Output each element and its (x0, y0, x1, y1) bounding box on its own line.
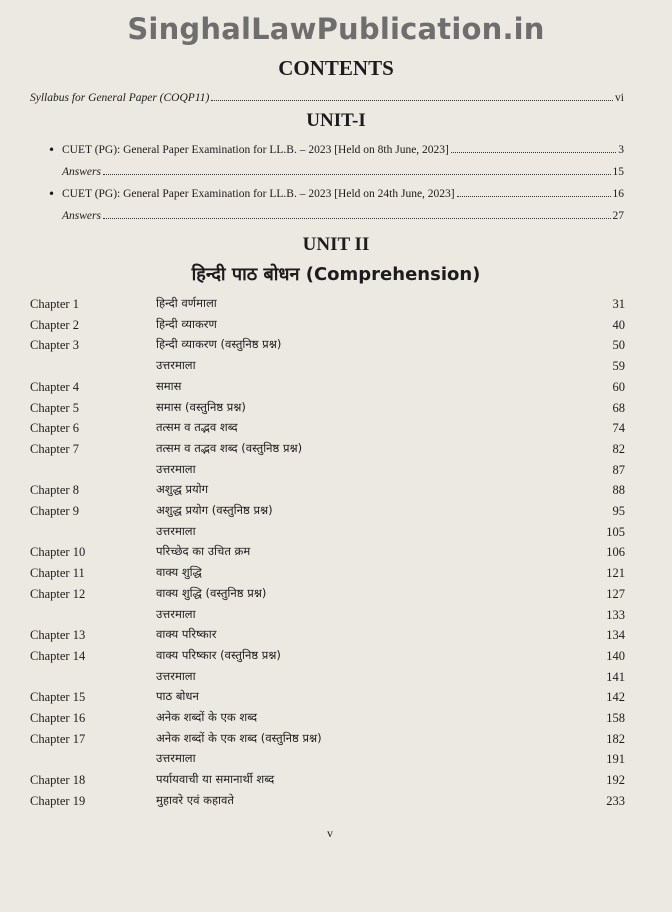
chapter-number: Chapter 1 (30, 297, 79, 311)
watermark-text: SinghalLawPublication.in (127, 12, 545, 46)
syllabus-entry[interactable] (30, 92, 624, 104)
bullet-icon: • (48, 187, 56, 201)
answers-page: 27 (612, 210, 624, 222)
chapter-number: Chapter 16 (30, 711, 86, 725)
chapter-row[interactable] (30, 421, 625, 441)
chapter-row[interactable] (30, 338, 625, 358)
chapter-title: वाक्य परिष्कार (156, 627, 217, 642)
unit1-heading: UNIT-I (306, 110, 366, 131)
chapter-page: 192 (606, 773, 625, 788)
answers-row[interactable] (30, 608, 625, 628)
chapter-title: समास (156, 378, 182, 393)
chapter-title: उत्तरमाला (156, 523, 196, 538)
chapter-title: वाक्य शुद्धि (156, 565, 202, 580)
chapter-number: Chapter 11 (30, 566, 85, 581)
chapter-row[interactable] (30, 566, 625, 586)
chapter-title: उत्तरमाला (156, 751, 196, 766)
chapter-row[interactable] (30, 711, 625, 731)
entry-label: CUET (PG): General Paper Examination for LL.B. – 2023 [Held on 8th June, 2023] (62, 144, 449, 156)
chapter-row[interactable] (30, 628, 625, 648)
chapter-page: 140 (606, 648, 625, 663)
unit2-subheading: हिन्दी पाठ बोधन (Comprehension) (191, 264, 481, 285)
answers-row[interactable] (30, 670, 625, 690)
dot-leader (451, 144, 616, 153)
chapter-row[interactable] (30, 587, 625, 607)
chapter-row[interactable] (30, 649, 625, 669)
answers-label: Answers (62, 166, 101, 178)
chapter-number: Chapter 3 (30, 338, 79, 353)
chapter-number: Chapter 12 (30, 586, 86, 601)
chapter-title: अशुद्ध प्रयोग (वस्तुनिष्ठ प्रश्न) (156, 503, 273, 517)
chapter-page: 121 (606, 566, 625, 581)
chapter-number: Chapter 14 (30, 648, 86, 663)
chapter-title: तत्सम व तद्भव शब्द (वस्तुनिष्ठ प्रश्न) (156, 440, 303, 455)
chapter-row[interactable] (30, 297, 625, 317)
chapter-page: 106 (606, 545, 625, 560)
entry-page: 16 (612, 188, 624, 200)
chapter-number: Chapter 13 (30, 628, 86, 643)
chapter-row[interactable] (30, 380, 625, 400)
chapter-page: 127 (606, 586, 625, 601)
chapter-row[interactable] (30, 504, 625, 524)
chapter-page: 105 (606, 524, 625, 539)
chapter-row[interactable] (30, 545, 625, 565)
chapter-row[interactable] (30, 318, 625, 338)
answers-row[interactable] (30, 463, 625, 483)
unit2-heading: UNIT II (302, 234, 370, 255)
chapter-page: 191 (606, 752, 625, 767)
unit1-entry-1[interactable] (62, 144, 624, 156)
chapter-page: 133 (606, 607, 625, 622)
chapter-title: तत्सम व तद्भव शब्द (156, 420, 238, 435)
chapter-title: मुहावरे एवं कहावते (156, 792, 234, 807)
chapter-page: 158 (606, 711, 625, 725)
chapter-page: 141 (606, 669, 625, 684)
chapter-number: Chapter 15 (30, 690, 86, 705)
unit1-entry-2[interactable] (62, 188, 624, 200)
dot-leader (103, 166, 611, 175)
chapter-page: 68 (612, 400, 625, 415)
chapter-number: Chapter 5 (30, 400, 79, 415)
syllabus-page: vi (615, 92, 624, 104)
chapter-page: 82 (612, 441, 625, 456)
chapter-row[interactable] (30, 442, 625, 462)
chapter-row[interactable] (30, 732, 625, 752)
chapter-title: परिच्छेद का उचित क्रम (156, 544, 251, 559)
chapter-number: Chapter 19 (30, 793, 86, 808)
answers-row[interactable] (30, 752, 625, 772)
chapter-title: अनेक शब्दों के एक शब्द (वस्तुनिष्ठ प्रश्न) (156, 730, 322, 745)
entry-label: CUET (PG): General Paper Examination for LL.B. – 2023 [Held on 24th June, 2023] (62, 188, 455, 200)
chapter-row[interactable] (30, 794, 625, 814)
chapter-page: 59 (612, 359, 625, 374)
chapter-title: उत्तरमाला (156, 668, 196, 683)
chapter-page: 50 (612, 338, 625, 353)
bullet-icon: • (48, 143, 56, 157)
chapter-title: उत्तरमाला (156, 606, 196, 621)
answers-page: 15 (612, 166, 624, 178)
chapter-row[interactable] (30, 401, 625, 421)
chapter-title: पर्यायवाची या समानार्थी शब्द (156, 772, 275, 787)
chapter-page: 88 (612, 483, 625, 498)
page-title: CONTENTS (278, 56, 394, 80)
chapter-title: हिन्दी वर्णमाला (156, 296, 217, 310)
chapter-number: Chapter 7 (30, 441, 79, 456)
chapter-page: 182 (606, 731, 625, 746)
chapter-title: उत्तरमाला (156, 461, 196, 476)
chapter-title: पाठ बोधन (156, 689, 199, 704)
chapter-title: समास (वस्तुनिष्ठ प्रश्न) (156, 399, 246, 414)
chapter-page: 40 (612, 317, 625, 332)
chapter-title: वाक्य शुद्धि (वस्तुनिष्ठ प्रश्न) (156, 585, 267, 600)
chapter-row[interactable] (30, 483, 625, 503)
chapter-number: Chapter 9 (30, 504, 79, 518)
chapter-page: 87 (612, 462, 625, 477)
footer-page-number: v (327, 826, 333, 840)
entry-page: 3 (618, 144, 624, 156)
dot-leader (103, 210, 611, 219)
syllabus-label: Syllabus for General Paper (COQP11) (30, 92, 210, 104)
chapter-page: 134 (606, 628, 625, 643)
chapter-number: Chapter 2 (30, 317, 79, 332)
dot-leader (457, 188, 611, 197)
dot-leader (211, 92, 613, 101)
unit1-answers-2[interactable] (62, 210, 624, 222)
unit1-answers-1[interactable] (62, 166, 624, 178)
chapter-title: हिन्दी व्याकरण (वस्तुनिष्ठ प्रश्न) (156, 337, 282, 352)
chapter-number: Chapter 17 (30, 731, 86, 746)
chapter-title: वाक्य परिष्कार (वस्तुनिष्ठ प्रश्न) (156, 647, 281, 662)
chapter-page: 31 (612, 297, 625, 311)
chapter-number: Chapter 10 (30, 545, 86, 560)
answers-row[interactable] (30, 525, 625, 545)
chapter-number: Chapter 8 (30, 483, 79, 498)
answers-row[interactable] (30, 359, 625, 379)
chapter-page: 74 (612, 421, 625, 436)
chapter-page: 233 (606, 793, 625, 808)
chapter-page: 60 (612, 379, 625, 394)
chapter-title: अशुद्ध प्रयोग (156, 482, 209, 497)
chapter-page: 95 (612, 504, 625, 518)
answers-label: Answers (62, 210, 101, 222)
chapter-number: Chapter 4 (30, 379, 79, 394)
chapter-row[interactable] (30, 690, 625, 710)
chapter-title: उत्तरमाला (156, 358, 196, 373)
chapter-row[interactable] (30, 773, 625, 793)
chapter-number: Chapter 18 (30, 773, 86, 788)
chapter-title: अनेक शब्दों के एक शब्द (156, 710, 258, 724)
chapter-page: 142 (606, 690, 625, 705)
chapter-number: Chapter 6 (30, 421, 79, 436)
chapter-title: हिन्दी व्याकरण (156, 316, 217, 331)
